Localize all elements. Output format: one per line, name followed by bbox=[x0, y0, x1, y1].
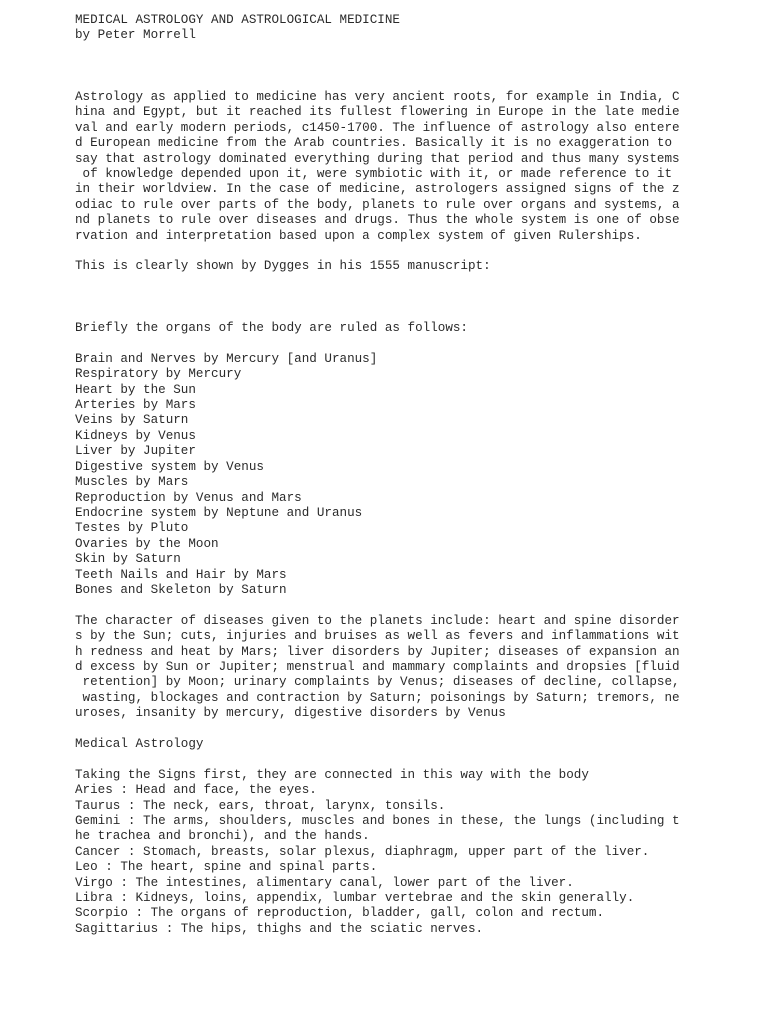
list-item: Skin by Saturn bbox=[75, 552, 181, 567]
list-item: Aries : Head and face, the eyes. bbox=[75, 783, 317, 798]
text-line: in their worldview. In the case of medicine, astrologers assigned signs of the z bbox=[75, 182, 680, 197]
list-item: Ovaries by the Moon bbox=[75, 536, 219, 551]
text-line: retention] by Moon; urinary complaints by Venus; diseases of decline, collapse, bbox=[75, 675, 680, 690]
list-item: Heart by the Sun bbox=[75, 382, 196, 397]
list-item: Scorpio : The organs of reproduction, bladder, gall, colon and rectum. bbox=[75, 906, 605, 921]
list-item: Endocrine system by Neptune and Uranus bbox=[75, 505, 363, 520]
text-line: s by the Sun; cuts, injuries and bruises as well as fevers and inflammations wit bbox=[75, 629, 680, 644]
text-line: h redness and heat by Mars; liver disorders by Jupiter; diseases of expansion an bbox=[75, 644, 680, 659]
document-page bbox=[75, 13, 680, 937]
text-line: nd planets to rule over diseases and drugs. Thus the whole system is one of obse bbox=[75, 213, 680, 228]
list-item: Taurus : The neck, ears, throat, larynx, tonsils. bbox=[75, 798, 446, 813]
list-item: Reproduction by Venus and Mars bbox=[75, 490, 302, 505]
intro-paragraph bbox=[75, 90, 680, 244]
organs-intro: Briefly the organs of the body are ruled as follows: bbox=[75, 321, 468, 336]
text-line: val and early modern periods, c1450-1700. The influence of astrology also entere bbox=[75, 120, 680, 135]
list-item: Sagittarius : The hips, thighs and the sciatic nerves. bbox=[75, 921, 484, 936]
list-item: Leo : The heart, spine and spinal parts. bbox=[75, 860, 378, 875]
text-line: wasting, blockages and contraction by Saturn; poisonings by Saturn; tremors, ne bbox=[75, 690, 680, 705]
section-heading: Medical Astrology bbox=[75, 736, 204, 751]
organs-list bbox=[75, 352, 675, 599]
list-item: Libra : Kidneys, loins, appendix, lumbar vertebrae and the skin generally. bbox=[75, 891, 635, 906]
text-line: of knowledge depended upon it, were symbiotic with it, or made reference to it bbox=[75, 167, 673, 182]
text-line: say that astrology dominated everything during that period and thus many systems bbox=[75, 151, 680, 166]
text-line: uroses, insanity by mercury, digestive disorders by Venus bbox=[75, 706, 506, 721]
list-item: Kidneys by Venus bbox=[75, 428, 196, 443]
list-item: Cancer : Stomach, breasts, solar plexus, diaphragm, upper part of the liver. bbox=[75, 844, 650, 859]
list-item: Muscles by Mars bbox=[75, 475, 189, 490]
text-line: The character of diseases given to the planets include: heart and spine disorder bbox=[75, 613, 680, 628]
text-line: d excess by Sun or Jupiter; menstrual and mammary complaints and dropsies [fluid bbox=[75, 659, 680, 674]
list-item: Veins by Saturn bbox=[75, 413, 189, 428]
list-item: Gemini : The arms, shoulders, muscles and bones in these, the lungs (including t bbox=[75, 813, 680, 828]
list-item: Respiratory by Mercury bbox=[75, 367, 242, 382]
list-item: Taking the Signs first, they are connected in this way with the body bbox=[75, 767, 589, 782]
list-item: Virgo : The intestines, alimentary canal, lower part of the liver. bbox=[75, 875, 574, 890]
list-item: Teeth Nails and Hair by Mars bbox=[75, 567, 287, 582]
text-line: rvation and interpretation based upon a complex system of given Rulerships. bbox=[75, 228, 642, 243]
text-line: d European medicine from the Arab countries. Basically it is no exaggeration to bbox=[75, 136, 673, 151]
document-author: by Peter Morrell bbox=[75, 28, 196, 43]
list-item: he trachea and bronchi), and the hands. bbox=[75, 829, 370, 844]
list-item: Bones and Skeleton by Saturn bbox=[75, 582, 287, 597]
dygges-paragraph: This is clearly shown by Dygges in his 1555 manuscript: bbox=[75, 259, 491, 274]
list-item: Brain and Nerves by Mercury [and Uranus] bbox=[75, 351, 378, 366]
text-line: hina and Egypt, but it reached its fullest flowering in Europe in the late medie bbox=[75, 105, 680, 120]
list-item: Testes by Pluto bbox=[75, 521, 189, 536]
text-line: Astrology as applied to medicine has very ancient roots, for example in India, C bbox=[75, 90, 680, 104]
signs-list bbox=[75, 767, 680, 937]
list-item: Digestive system by Venus bbox=[75, 459, 264, 474]
list-item: Arteries by Mars bbox=[75, 398, 196, 413]
document-title: MEDICAL ASTROLOGY AND ASTROLOGICAL MEDICINE bbox=[75, 13, 400, 27]
diseases-paragraph bbox=[75, 613, 680, 722]
text-line: odiac to rule over parts of the body, planets to rule over organs and systems, a bbox=[75, 197, 680, 212]
list-item: Liver by Jupiter bbox=[75, 444, 196, 459]
